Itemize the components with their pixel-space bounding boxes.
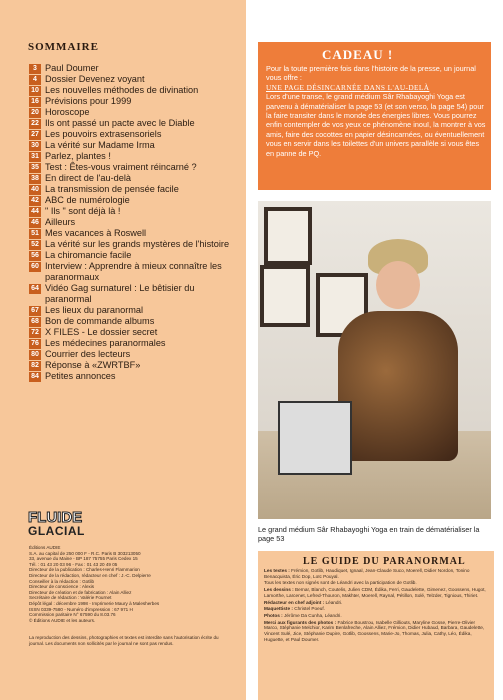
toc-item (29, 327, 241, 338)
toc-page-number: 31 (29, 152, 41, 162)
toc-label: Interview : Apprendre à mieux connaître les paranormaux (45, 261, 222, 282)
toc-page-number: 80 (29, 350, 41, 360)
toc-item (29, 63, 241, 74)
toc-label: Réponse à «ZWRTBF» (45, 360, 141, 370)
credits-address: 33, avenue du Maine - BP 187 75755 Paris Cedex 15 (29, 556, 138, 562)
toc-page-number: 67 (29, 306, 41, 316)
toc-label: Les pouvoirs extrasensoriels (45, 129, 162, 139)
gift-title: CADEAU ! (322, 47, 394, 62)
toc-item (29, 96, 241, 107)
guide-line-label: Les dessins : (264, 587, 294, 593)
publication-credits (29, 545, 234, 647)
toc-page-number: 64 (29, 284, 41, 294)
toc-page-number: 27 (29, 130, 41, 140)
gift-headline: UNE PAGE DÉSINCARNÉE DANS L'AU-DELÀ (266, 82, 430, 92)
guide-line-label: Merci aux figurants des photos : (264, 619, 337, 625)
guide-line (264, 613, 490, 619)
toc-label: En direct de l'au-delà (45, 173, 132, 183)
gift-text (266, 64, 488, 158)
gift-intro: Pour la toute première fois dans l'histoire de la presse, un journal vous offre : (266, 64, 476, 83)
toc-item (29, 184, 241, 195)
guide-line-text: Tous les textes non signés sont de Léandri avec la participation de Gotlib. (264, 580, 417, 586)
toc-label: Courrier des lecteurs (45, 349, 131, 359)
sommaire-title: SOMMAIRE (28, 41, 99, 53)
guide-line-text: Bernar, Blanch, Coutelis, Julien CDM, Édika, Ferri, Gaudelette, Gimenez, Goossens, Hugot, Lamorthe, Larcenet, Lefred-Thouron, Makhter, Moerell, Raynal, Pétillon, Solé, Telzder, Tignious, Thiriet. (264, 587, 486, 598)
toc-label: " Ils " sont déjà là ! (45, 206, 121, 216)
toc-label: Bon de commande albums (45, 316, 155, 326)
toc-label: Parlez, plantes ! (45, 151, 111, 161)
toc-page-number: 38 (29, 174, 41, 184)
medium-figure (338, 311, 458, 461)
guide-line-text: Christel Poeuf. (294, 606, 325, 612)
toc-item (29, 360, 241, 371)
toc-label: Les lieux du paranormal (45, 305, 144, 315)
toc-page-number: 52 (29, 240, 41, 250)
credits-line: © Éditions AUDIE et les auteurs. (29, 617, 96, 623)
toc-item (29, 74, 241, 85)
credits-line: Secrétaire de rédaction : Valérie Fournet (29, 595, 112, 601)
toc-page-number: 40 (29, 185, 41, 195)
toc-page-number: 42 (29, 196, 41, 206)
toc-page-number: 16 (29, 97, 41, 107)
toc-item (29, 338, 241, 349)
toc-item (29, 140, 241, 151)
toc-label: ABC de numérologie (45, 195, 130, 205)
toc-page-number: 22 (29, 119, 41, 129)
toc-label: Ils ont passé un pacte avec le Diable (45, 118, 195, 128)
guide-du-paranormal (258, 551, 494, 700)
toc-label: Les nouvelles méthodes de divination (45, 85, 199, 95)
gift-body: Lors d'une transe, le grand médium Sâr Rhabayoghi Yoga est parvenu à dématérialiser la page 53 (et son verso, la page 54) pour la faire transiter dans le monde des énergies libres. Vous pourrez enfin contempler de vos yeux ce phénomène inouï, la montrer à vos amis, faire des cocottes en papier désincarnées, ou éventuellement vous en servir dans les toilettes d'un univers parallèle si vous êtes en panne de PQ. (266, 92, 486, 158)
gift-box (258, 42, 491, 190)
toc-page-number: 3 (29, 64, 41, 74)
toc-label: Mes vacances à Roswell (45, 228, 147, 238)
toc-item (29, 239, 241, 250)
toc-item (29, 261, 241, 283)
credits-line: ISSN 0339-7580 - Numéro d'impression : 67 971 H (29, 606, 133, 612)
guide-title: LE GUIDE DU PARANORMAL (303, 556, 466, 567)
toc-label: La vérité sur Madame Irma (45, 140, 155, 150)
toc-label: Paul Doumer (45, 63, 99, 73)
toc-page-number: 68 (29, 317, 41, 327)
toc-page-number: 51 (29, 229, 41, 239)
guide-line (264, 568, 490, 579)
toc-label: X FILES - Le dossier secret (45, 327, 158, 337)
toc-item (29, 173, 241, 184)
guide-line-text: Léandri. (325, 599, 343, 605)
guide-line (264, 620, 490, 643)
table-of-contents (29, 63, 241, 382)
toc-item (29, 107, 241, 118)
guide-line-label: Maquettiste : (264, 606, 293, 612)
sommaire-sidebar (0, 0, 246, 700)
toc-page-number: 30 (29, 141, 41, 151)
toc-label: La vérité sur les grands mystères de l'histoire (45, 239, 230, 249)
credits-publisher: Éditions AUDIE (29, 545, 61, 550)
toc-label: Petites annonces (45, 371, 116, 381)
toc-page-number: 84 (29, 372, 41, 382)
toc-item (29, 206, 241, 217)
wall-frame (260, 265, 310, 327)
toc-item (29, 118, 241, 129)
medium-photo (258, 201, 491, 519)
toc-item (29, 250, 241, 261)
credits-line: Commission paritaire N° 67590 du 8.03.76 (29, 612, 116, 618)
guide-line (264, 606, 490, 612)
toc-label: Les médecines paranormales (45, 338, 166, 348)
toc-item (29, 316, 241, 327)
credits-line: Directeur de création et de fabrication : Alain Alliez (29, 589, 132, 595)
toc-label: La chiromancie facile (45, 250, 132, 260)
medium-head (376, 261, 420, 309)
toc-label: La transmission de pensée facile (45, 184, 179, 194)
toc-item (29, 162, 241, 173)
toc-label: Vidéo Gag surnaturel : Le bêtisier du paranormal (45, 283, 195, 304)
guide-line-text: Frémion, Gotlib, Haudiquet, Ignaal, Jean-Claude Suco, Moerell, Didier Nordon, Tonino Benacquista, Éric Dop, Loïc Pouyal. (264, 568, 470, 579)
toc-page-number: 10 (29, 86, 41, 96)
toc-item (29, 228, 241, 239)
toc-page-number: 20 (29, 108, 41, 118)
guide-line-label: Les textes : (264, 568, 290, 573)
toc-page-number: 4 (29, 75, 41, 85)
toc-label: Prévisions pour 1999 (45, 96, 132, 106)
credits-line: Directeur de la publication : Charles-Henri Flammarion (29, 567, 140, 573)
toc-page-number: 60 (29, 262, 41, 272)
toc-label: Ailleurs (45, 217, 76, 227)
guide-line-label: Photos : (264, 612, 283, 618)
credits-line: Dépôt légal : décembre 1998 - Imprimerie Maury à Malesherbes (29, 600, 160, 606)
credits-phone: Tél. : 01 43 20 03 96 - Fax : 01 43 20 49 05 (29, 561, 118, 567)
toc-page-number: 35 (29, 163, 41, 173)
credits-footer: La reproduction des dessins, photographies et textes est interdite sans l'autorisation écrite du journal. Les documents non sollicités par le journal ne sont pas rendus. (29, 635, 219, 646)
logo-line-2: GLACIAL (28, 524, 85, 538)
guide-line-label: Rédacteur en chef adjoint : (264, 599, 325, 605)
credits-line: Conseiller à la rédaction : Gotlib (29, 578, 95, 584)
toc-item (29, 85, 241, 96)
wall-frame (264, 207, 312, 265)
photo-caption: Le grand médium Sâr Rhabayoghi Yoga en train de dématérialiser la page 53 (258, 525, 480, 543)
toc-page-number: 76 (29, 339, 41, 349)
toc-label: Test : Êtes-vous vraiment réincarné ? (45, 162, 197, 172)
credits-line: Directeur de conscience : Alexis (29, 584, 95, 590)
toc-page-number: 56 (29, 251, 41, 261)
logo-line-1: FLUIDE (28, 509, 83, 526)
toc-item (29, 349, 241, 360)
credits-staff-list (29, 567, 234, 623)
guide-line-text: Jérôme Da Cunha, Léandri. (284, 612, 342, 618)
toc-page-number: 46 (29, 218, 41, 228)
credits-line: Directeur de la rédaction, rédacteur en chef : J.-C. Delpierre (29, 572, 151, 578)
reading-device (278, 401, 352, 475)
toc-page-number: 72 (29, 328, 41, 338)
toc-item (29, 305, 241, 316)
toc-item (29, 283, 241, 305)
guide-line (264, 600, 490, 606)
guide-line (264, 580, 490, 586)
toc-label: Dossier Devenez voyant (45, 74, 145, 84)
toc-item (29, 371, 241, 382)
guide-credits (264, 568, 490, 643)
credits-company: S.A. au capital de 250 000 F - R.C. Paris B 303213050 (29, 550, 141, 556)
toc-page-number: 44 (29, 207, 41, 217)
guide-line-text: Fabrice Boustrou, Isabelle Gilliouts, Maryline Gosse, Pierre-Olivier Marco, Stéphanie Melchior, Karim Benlafreche, Alain Alliez, Frémion, Didier Hubaud, Barbara, Gaudelette, Vincent Sulé, Jice, Stéphanie Dupire, Gotlib, Goossens, Marie-Jo, Thomas, Julia, Cathy, Léo, Édika, Huguette, et Paul Doumer. (264, 619, 485, 642)
fluide-glacial-logo (28, 510, 102, 542)
toc-item (29, 217, 241, 228)
toc-item (29, 151, 241, 162)
guide-line (264, 587, 490, 598)
toc-label: Horoscope (45, 107, 90, 117)
toc-item (29, 129, 241, 140)
toc-page-number: 82 (29, 361, 41, 371)
toc-item (29, 195, 241, 206)
